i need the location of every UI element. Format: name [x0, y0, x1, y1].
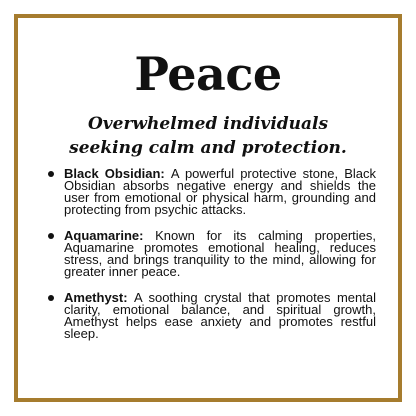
- list-item: [44, 168, 376, 216]
- bullet-icon: [48, 295, 54, 301]
- bullet-icon: [48, 233, 54, 239]
- list-item: [44, 230, 376, 278]
- list-item: [44, 292, 376, 340]
- crystal-name: Amethyst:: [64, 290, 135, 305]
- crystal-description: A soothing crystal that promotes mental clarity, emotional balance, and spiritual growth, Amethyst helps ease anxiety and promotes restful sleep.: [64, 290, 376, 341]
- crystal-name: Black Obsidian:: [64, 166, 171, 181]
- crystal-list: [44, 168, 376, 354]
- page-title: Peace: [134, 47, 282, 101]
- crystal-description: A powerful protective stone, Black Obsidian absorbs negative energy and shields the user from emotional or physical harm, grounding and protecting from psychic attacks.: [64, 166, 376, 217]
- info-card: [14, 14, 402, 402]
- crystal-description: Known for its calming properties, Aquamarine promotes emotional healing, reduces stress, and brings tranquility to the mind, allowing for greater inner peace.: [64, 228, 376, 279]
- bullet-icon: [48, 171, 54, 177]
- page-subtitle: Overwhelmed individuals seeking calm and protection.: [69, 114, 347, 158]
- crystal-name: Aquamarine:: [64, 228, 156, 243]
